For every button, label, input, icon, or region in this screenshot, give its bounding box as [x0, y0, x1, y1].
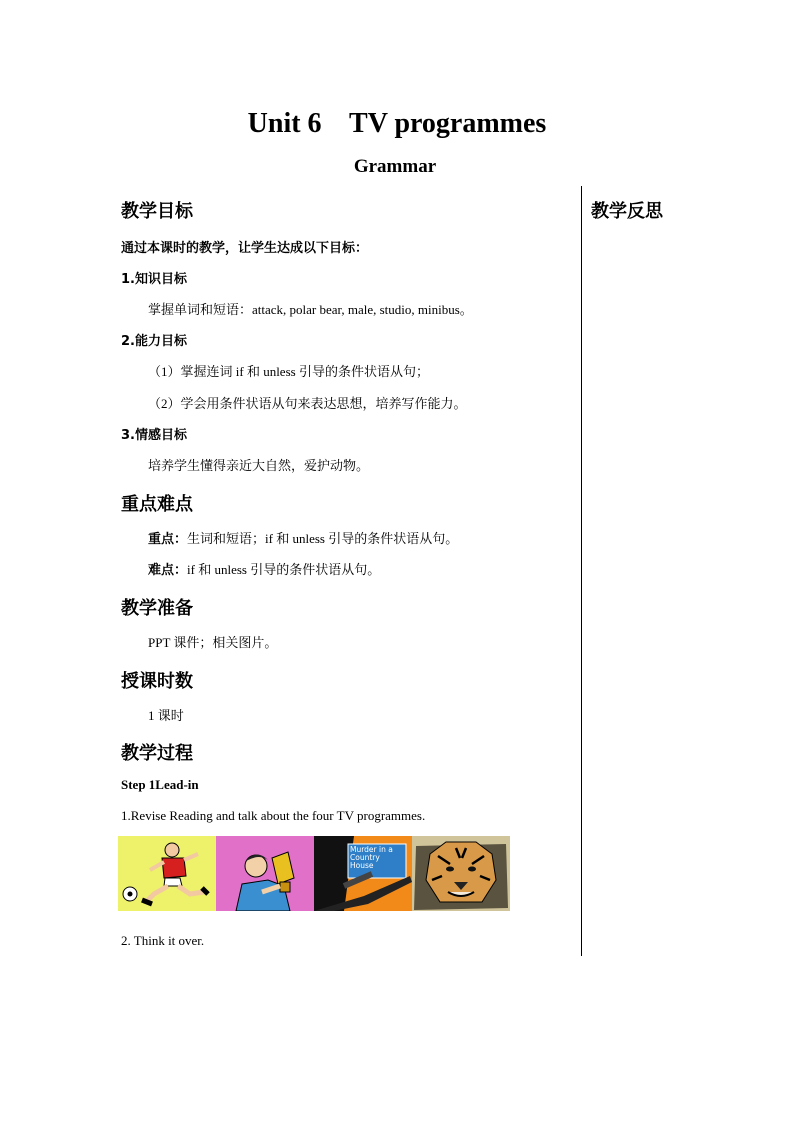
hours-text: 1 课时: [148, 708, 184, 723]
page-title: Unit 6 TV programmes: [247, 108, 547, 139]
preparation-heading: 教学准备: [121, 598, 193, 619]
emotion-text: 培养学生懂得亲近大自然，爱护动物。: [148, 458, 370, 473]
key-label: 重点：: [148, 532, 188, 547]
difficult-label: 难点：: [148, 563, 188, 578]
key-points-heading: 重点难点: [121, 494, 193, 515]
ability-title: 2.能力目标: [121, 334, 187, 349]
trophy-winner-image: [216, 836, 314, 911]
ability-item-2: （2）学会用条件状语从句来表达思想，培养写作能力。: [148, 396, 467, 411]
process-item-2: 2. Think it over.: [121, 933, 205, 948]
objectives-heading: 教学目标: [121, 201, 193, 222]
key-text: 生词和短语；if 和 unless 引导的条件状语从句。: [187, 531, 459, 546]
column-divider: [581, 186, 582, 956]
page-subtitle: Grammar: [353, 156, 437, 177]
step1-title: Step 1Lead-in: [121, 777, 199, 792]
difficult-point-line: [148, 559, 380, 578]
process-item-1: 1.Revise Reading and talk about the four TV programmes.: [121, 808, 426, 823]
hours-heading: 授课时数: [121, 671, 193, 692]
emotion-title: 3.情感目标: [121, 428, 187, 443]
difficult-text: if 和 unless 引导的条件状语从句。: [187, 562, 381, 577]
objectives-intro: 通过本课时的教学，让学生达成以下目标：: [121, 241, 369, 256]
football-player-image: [118, 836, 216, 911]
key-point-line: [148, 528, 458, 547]
process-heading: 教学过程: [121, 743, 193, 764]
knowledge-title: 1.知识目标: [121, 272, 187, 287]
knowledge-text: 掌握单词和短语：attack, polar bear, male, studio, minibus。: [148, 302, 473, 317]
preparation-text: PPT 课件；相关图片。: [148, 635, 278, 650]
murder-mystery-caption: Murder in a Country House: [350, 845, 393, 870]
reflection-heading: 教学反思: [591, 201, 663, 222]
murder-mystery-image: [314, 836, 412, 911]
tv-programme-images: [118, 836, 510, 911]
tiger-image: [412, 836, 510, 911]
ability-item-1: （1）掌握连词 if 和 unless 引导的条件状语从句；: [148, 364, 429, 379]
